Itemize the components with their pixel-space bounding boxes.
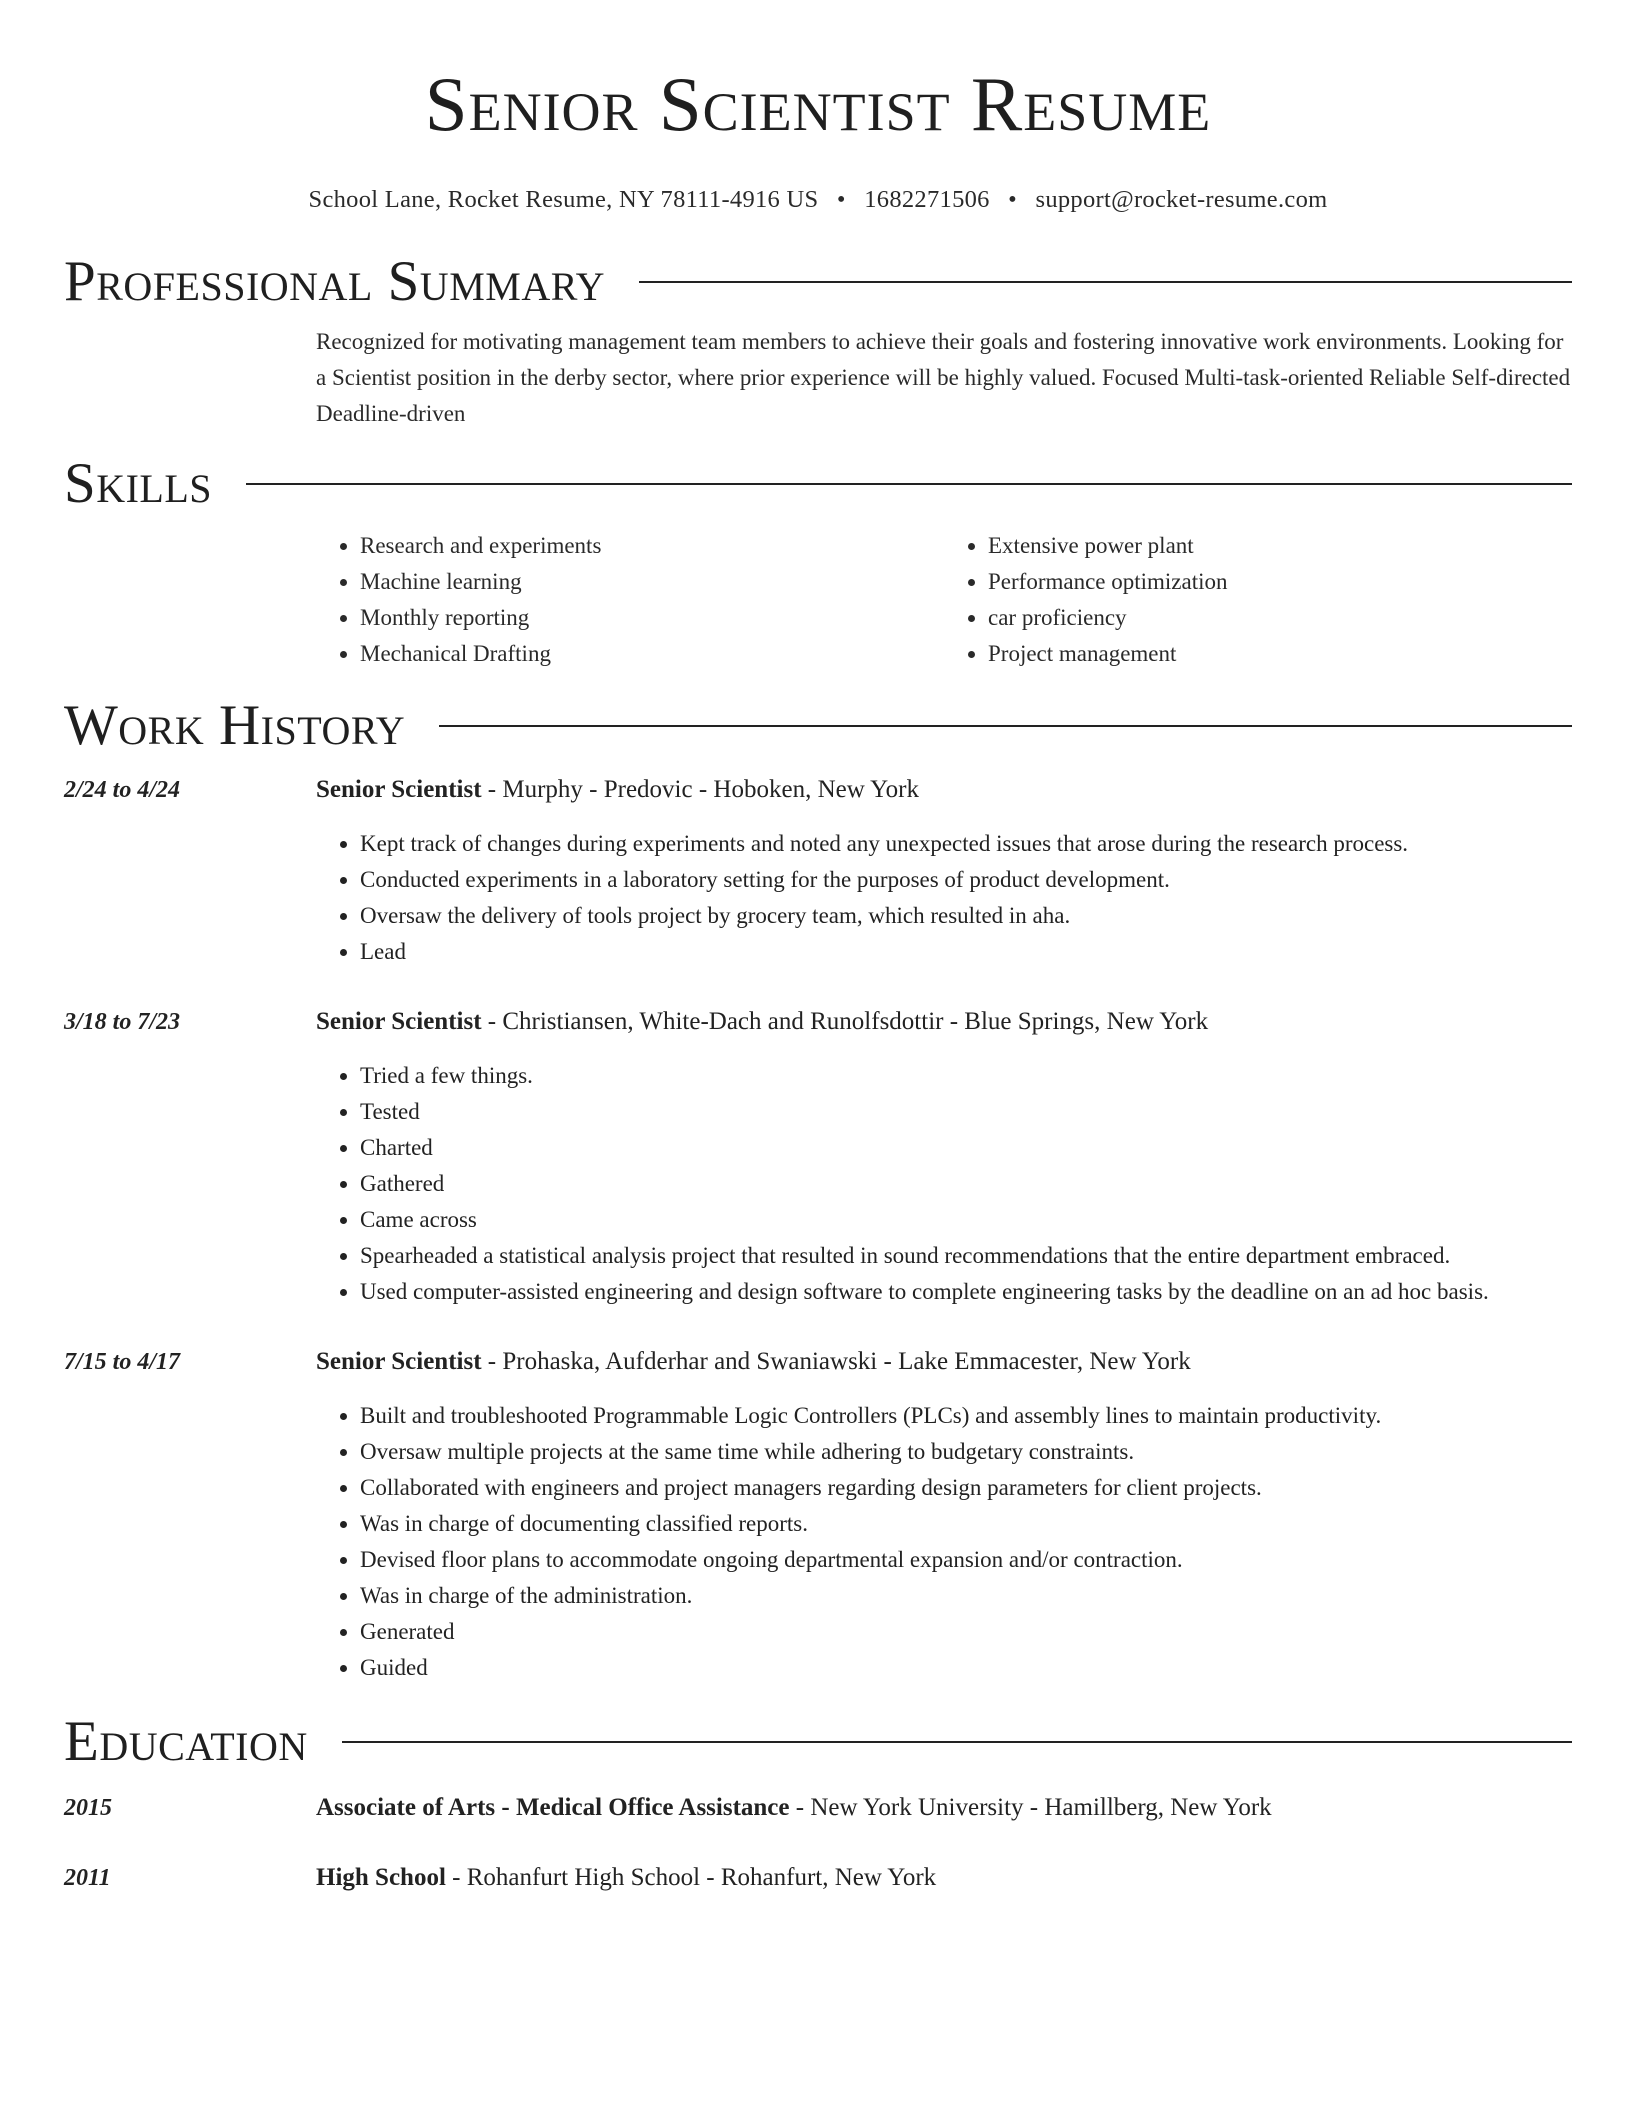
- job-bullet: • Lead: [360, 934, 1572, 970]
- education-header: [316, 1860, 936, 1896]
- job-dates: 2/24 to 4/24: [64, 777, 181, 803]
- job-header: [316, 772, 919, 808]
- job-title: Senior Scientist: [316, 1008, 482, 1035]
- job-bullet: • Tested: [360, 1094, 1572, 1130]
- job-entry: [64, 772, 1572, 808]
- job-bullet: • Generated: [360, 1614, 1572, 1650]
- education-section-header: [64, 1712, 1572, 1772]
- section-divider: [639, 281, 1572, 283]
- job-bullets: [316, 1058, 1572, 1310]
- job-bullet: • Was in charge of the administration.: [360, 1578, 1572, 1614]
- skill-item: • Research and experiments: [360, 528, 944, 564]
- education-school: - New York University - Hamillberg, New York: [789, 1794, 1272, 1821]
- resume-title: Senior Scientist Resume: [424, 61, 1212, 147]
- job-bullet: • Devised floor plans to accommodate ongoing departmental expansion and/or contraction.: [360, 1542, 1572, 1578]
- job-bullet: • Conducted experiments in a laboratory setting for the purposes of product development.: [360, 862, 1572, 898]
- skill-item: • Mechanical Drafting: [360, 636, 944, 672]
- section-divider: [342, 1741, 1572, 1743]
- education-header: [316, 1790, 1272, 1826]
- resume-page: [64, 0, 1572, 1896]
- job-bullet: • Oversaw multiple projects at the same time while adhering to budgetary constraints.: [360, 1434, 1572, 1470]
- job-bullet: • Came across: [360, 1202, 1572, 1238]
- job-bullet: • Charted: [360, 1130, 1572, 1166]
- skills-heading: Skills: [64, 452, 213, 515]
- job-bullets: [316, 1398, 1572, 1686]
- section-divider: [246, 483, 1572, 485]
- job-bullet: • Spearheaded a statistical analysis project that resulted in sound recommendations that the entire department embraced.: [360, 1238, 1572, 1274]
- job-bullets: [316, 826, 1572, 970]
- education-date: 2015: [64, 1795, 112, 1821]
- skill-item: • Machine learning: [360, 564, 944, 600]
- skill-item: • Extensive power plant: [988, 528, 1572, 564]
- work-section-header: [64, 696, 1572, 756]
- separator-dot: •: [836, 186, 846, 213]
- summary-heading: Professional Summary: [64, 250, 606, 313]
- job-entry: [64, 1344, 1572, 1380]
- job-title: Senior Scientist: [316, 776, 482, 803]
- skill-item: • Monthly reporting: [360, 600, 944, 636]
- job-dates: 7/15 to 4/17: [64, 1349, 181, 1375]
- job-bullet: • Tried a few things.: [360, 1058, 1572, 1094]
- summary-text: Recognized for motivating management team members to achieve their goals and fostering innovative work environments. Looking for a Scientist position in the derby sector, where prior experience will be highly valued. Focused Multi-task-oriented Reliable Self-directed Deadline-driven: [316, 329, 1571, 426]
- education-date: 2011: [64, 1865, 111, 1891]
- contact-address: School Lane, Rocket Resume, NY 78111-4916 US: [308, 186, 819, 213]
- contact-line: [64, 184, 1572, 216]
- skill-item: • car proficiency: [988, 600, 1572, 636]
- skill-item: • Project management: [988, 636, 1572, 672]
- job-company: - Prohaska, Aufderhar and Swaniawski - Lake Emmacester, New York: [481, 1348, 1191, 1375]
- job-bullet: • Kept track of changes during experiments and noted any unexpected issues that arose during the research process.: [360, 826, 1572, 862]
- job-company: - Murphy - Predovic - Hoboken, New York: [481, 776, 919, 803]
- education-school: - Rohanfurt High School - Rohanfurt, New York: [445, 1864, 937, 1891]
- job-entry: [64, 1004, 1572, 1040]
- job-title: Senior Scientist: [316, 1348, 482, 1375]
- job-bullet: • Oversaw the delivery of tools project by grocery team, which resulted in aha.: [360, 898, 1572, 934]
- separator-dot: •: [1008, 186, 1018, 213]
- contact-phone: 1682271506: [864, 186, 990, 213]
- job-company: - Christiansen, White-Dach and Runolfsdottir - Blue Springs, New York: [481, 1008, 1209, 1035]
- job-bullet: • Guided: [360, 1650, 1572, 1686]
- job-bullet: • Built and troubleshooted Programmable Logic Controllers (PLCs) and assembly lines to maintain productivity.: [360, 1398, 1572, 1434]
- work-heading: Work History: [64, 694, 406, 757]
- skills-column-left: [316, 528, 944, 672]
- education-entry: [64, 1790, 1572, 1826]
- section-divider: [439, 725, 1572, 727]
- job-bullet: • Gathered: [360, 1166, 1572, 1202]
- job-bullet: • Was in charge of documenting classified reports.: [360, 1506, 1572, 1542]
- job-bullet: • Used computer-assisted engineering and design software to complete engineering tasks by the deadline on an ad hoc basis.: [360, 1274, 1572, 1310]
- education-degree: High School: [316, 1864, 446, 1891]
- skills-list: [316, 528, 1572, 672]
- job-header: [316, 1344, 1191, 1380]
- job-bullet: • Collaborated with engineers and project managers regarding design parameters for client projects.: [360, 1470, 1572, 1506]
- education-degree: Associate of Arts - Medical Office Assistance: [316, 1794, 790, 1821]
- job-dates: 3/18 to 7/23: [64, 1009, 181, 1035]
- contact-email: support@rocket-resume.com: [1035, 186, 1328, 213]
- skills-column-right: [944, 528, 1572, 672]
- education-entry: [64, 1860, 1572, 1896]
- summary-section-header: [64, 252, 1572, 312]
- education-heading: Education: [64, 1710, 308, 1773]
- job-header: [316, 1004, 1208, 1040]
- skills-section-header: [64, 454, 1572, 514]
- skill-item: • Performance optimization: [988, 564, 1572, 600]
